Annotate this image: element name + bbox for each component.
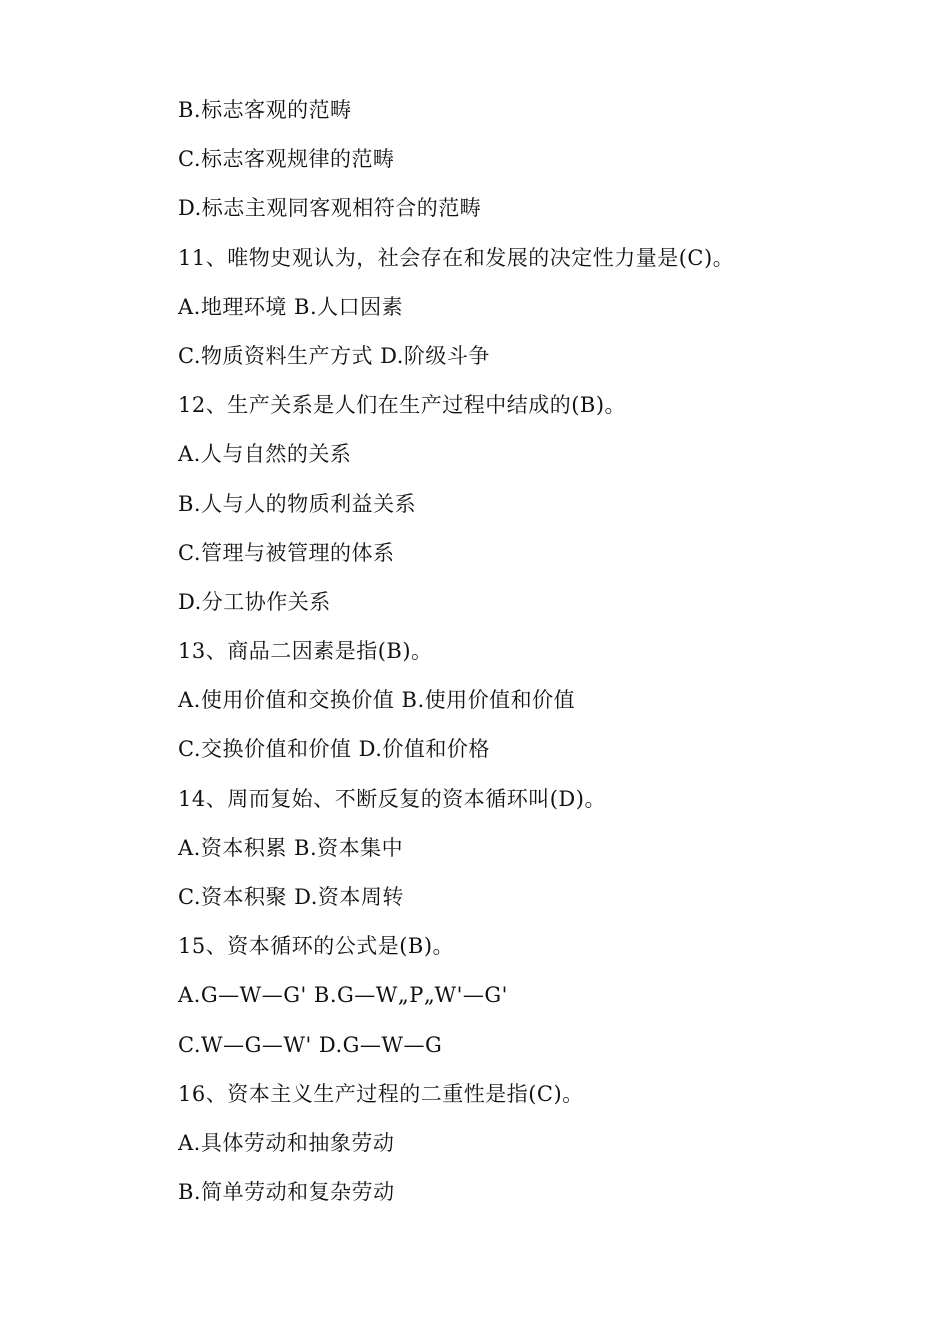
option-line: C.物质资料生产方式 D.阶级斗争 <box>178 343 490 368</box>
option-line: A.地理环境 B.人口因素 <box>178 294 404 319</box>
question-line: 16、资本主义生产过程的二重性是指(C)。 <box>178 1081 584 1106</box>
option-line: B.人与人的物质利益关系 <box>178 491 417 516</box>
question-line: 14、周而复始、不断反复的资本循环叫(D)。 <box>178 786 606 811</box>
option-line: C.资本积聚 D.资本周转 <box>178 885 404 909</box>
question-line: 15、资本循环的公式是(B)。 <box>178 934 455 959</box>
option-line: A.人与自然的关系 <box>178 442 352 467</box>
question-line: 11、唯物史观认为，社会存在和发展的决定性力量是(C)。 <box>178 245 735 270</box>
option-line: C.交换价值和价值 D.价值和价格 <box>178 737 490 762</box>
option-line: C.W—G—W' D.G—W—G <box>178 1032 443 1057</box>
option-line: D.标志主观同客观相符合的范畴 <box>178 196 482 221</box>
option-line: C.管理与被管理的体系 <box>178 540 395 565</box>
option-line: A.G—W—G' B.G—W„P„W'—G' <box>178 983 508 1008</box>
question-line: 13、商品二因素是指(B)。 <box>178 639 433 664</box>
option-line: B.标志客观的范畴 <box>178 98 352 122</box>
option-line: A.使用价值和交换价值 B.使用价值和价值 <box>178 688 576 713</box>
option-line: A.资本积累 B.资本集中 <box>178 835 404 860</box>
option-line: C.标志客观规律的范畴 <box>178 147 395 172</box>
option-line: D.分工协作关系 <box>178 589 331 614</box>
question-line: 12、生产关系是人们在生产过程中结成的(B)。 <box>178 393 627 418</box>
option-line: B.简单劳动和复杂劳动 <box>178 1180 395 1205</box>
document-body <box>178 92 878 1223</box>
option-line: A.具体劳动和抽象劳动 <box>178 1130 395 1155</box>
